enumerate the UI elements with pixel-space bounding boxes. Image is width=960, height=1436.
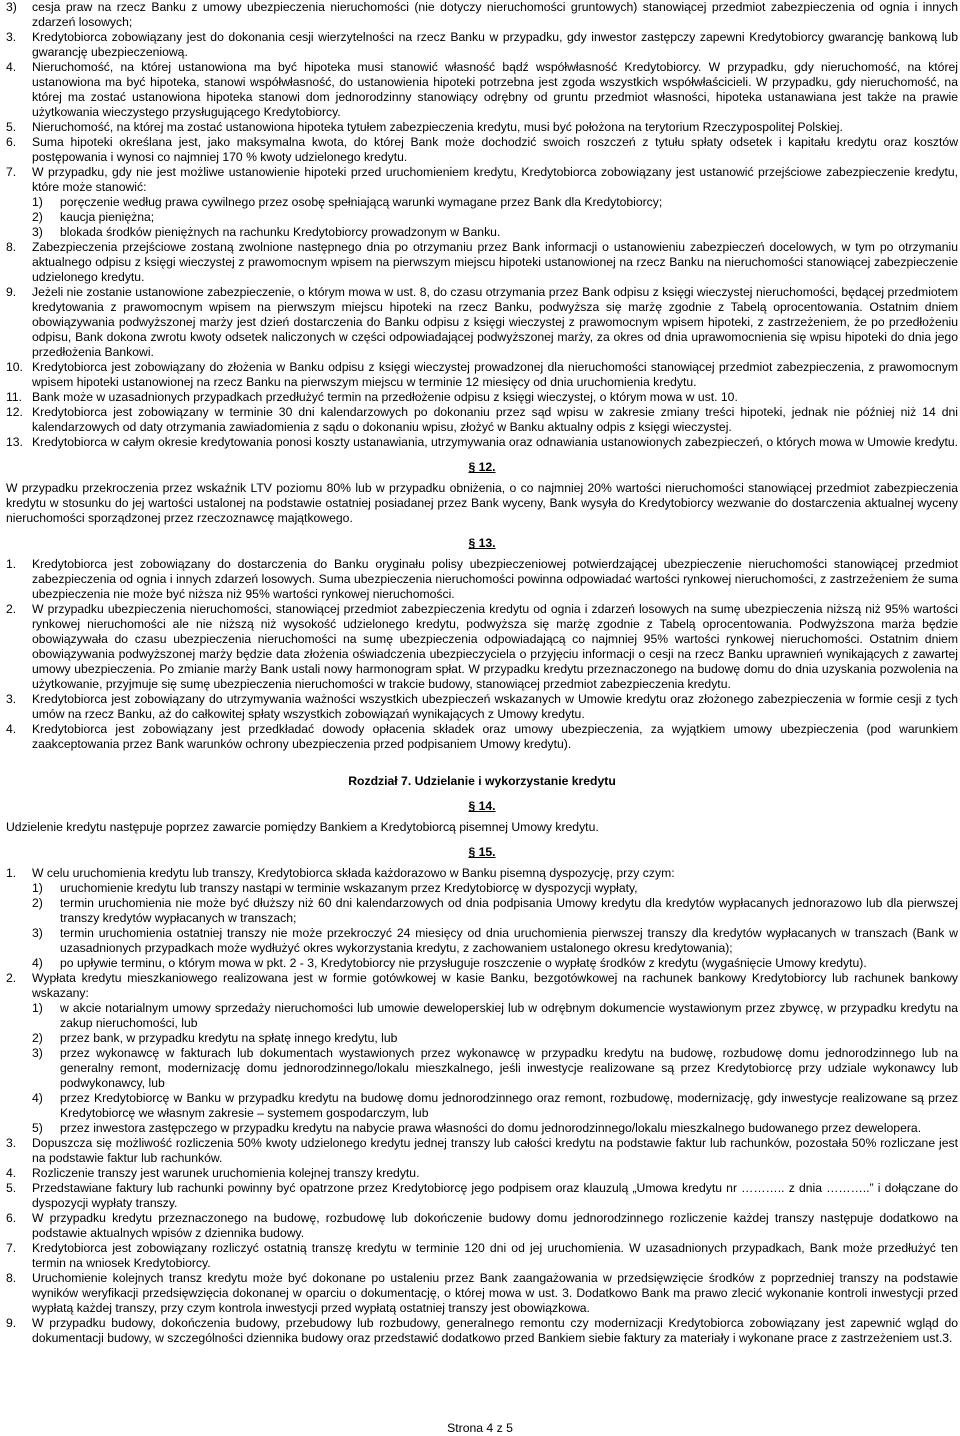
item-number: 9.: [6, 1316, 17, 1330]
list-item: [6, 602, 958, 692]
item-text: blokada środków pieniężnych na rachunku Kredytobiorcy prowadzonym w Banku.: [60, 225, 501, 239]
item-text: Kredytobiorca jest zobowiązany do dostarczenia do Banku oryginału polisy ubezpieczeniowej potwierdzającej ubezpieczenie nieruchomości stanowiącej przedmiot zabezpieczenia od ognia i innych zdarzeń losowych. Suma ubezpieczenia nieruchomości powinna odpowiadać wartości rynkowej nieruchomości, z zastrzeżeniem że suma ubezpieczenia nie może być niższa niż 95% wartości rynkowej nieruchomości.: [32, 557, 958, 601]
item-number: 11.: [6, 390, 23, 404]
list-item: [6, 120, 958, 135]
item-text: Kredytobiorca w całym okresie kredytowania ponosi koszty ustanawiania, utrzymywania oraz odnawiania ustanowionych zabezpieczeń, o których mowa w Umowie kredytu.: [32, 435, 959, 449]
item-number: 1): [32, 195, 43, 209]
sublist-item: [6, 956, 958, 971]
item-text: termin uruchomienia ostatniej transzy nie może przekroczyć 24 miesięcy od dnia uruchomienia pierwszej transzy dla kredytów wypłacanych w transzach (Bank w uzasadnionych przypadkach może wydłużyć okres wykorzystania kredytu, z zachowaniem ustalonego okresu kredytowania);: [60, 926, 958, 955]
list-item: [6, 1211, 958, 1241]
sublist-item: [6, 1031, 958, 1046]
sublist-item: [6, 210, 958, 225]
item-text: Wypłata kredytu mieszkaniowego realizowana jest w formie gotówkowej w kasie Banku, bezgotówkowej na rachunek bankowy Kredytobiorcy lub rachunek bankowy wskazany:: [32, 971, 958, 1000]
item-number: 2): [32, 1031, 43, 1045]
item-text: Rozliczenie transzy jest warunek uruchomienia kolejnej transzy kredytu.: [32, 1166, 420, 1180]
item-number: 5.: [6, 1181, 17, 1195]
section-15-items-3-9: [6, 1136, 958, 1346]
sublist-item: [6, 195, 958, 210]
item-text: Nieruchomość, na której ustanowiona ma być hipoteka musi stanowić własność bądź współwłasność Kredytobiorcy. W przypadku, gdy nieruchomość, na której ustanowiona ma być hipoteka, stanowi współwłasność, do ustanowienia hipoteki potrzebna jest zgoda wszystkich współwłaścicieli. W przypadku, gdy nieruchomość, na której ma zostać ustanowiona hipoteka stanowi dom jednorodzinny stanowiący odrębny od gruntu przedmiot własności, hipoteka ustanawiana jest także na prawie użytkowania wieczystego przysługującego Kredytobiorcy.: [32, 60, 958, 119]
sublist-item: [6, 1121, 958, 1136]
item-text: Kredytobiorca jest zobowiązany jest przedkładać dowody opłacenia składek oraz umowy ubezpieczenia, za wyjątkiem umowy ubezpieczenia (pod warunkiem zaakceptowania przez Bank warunków ochrony ubezpieczenia przed podpisaniem Umowy kredytu).: [32, 722, 958, 751]
item-text: przez bank, w przypadku kredytu na spłatę innego kredytu, lub: [60, 1031, 398, 1045]
section-14-text: Udzielenie kredytu następuje poprzez zawarcie pomiędzy Bankiem a Kredytobiorcą pisemnej Umowy kredytu.: [6, 820, 599, 834]
item-number: 12.: [6, 405, 23, 419]
list-item: [6, 1271, 958, 1316]
item-number: 3): [6, 0, 17, 14]
section-15-item-2: [6, 971, 958, 1001]
item-number: 4): [32, 1091, 43, 1105]
item-number: 10.: [6, 360, 23, 374]
section-14-heading: § 14.: [468, 799, 496, 813]
item-number: 2): [32, 896, 43, 910]
item-number: 6.: [6, 1211, 17, 1225]
item-number: 1): [32, 881, 43, 895]
item-text: Kredytobiorca jest zobowiązany do utrzymywania ważności wszystkich ubezpieczeń wskazanych w Umowie kredytu oraz złożonego zabezpieczenia w formie cesji z tych umów na rzecz Banku, aż do całkowitej spłaty wszystkich zobowiązań wynikających z Umowy kredytu.: [32, 692, 958, 721]
item-text: Jeżeli nie zostanie ustanowione zabezpieczenie, o którym mowa w ust. 8, do czasu otrzymania przez Bank odpisu z księgi wieczystej nieruchomości, będącej przedmiotem kredytowania z prawomocnym wpisem na pierwszym miejscu hipoteki na rzecz Banku, podwyższa się marżę zgodnie z Tabelą oprocentowania. Ostatnim dniem obowiązywania podwyższonej marży jest dzień dostarczenia do Banku odpisu z księgi wieczystej z prawomocnym wpisem hipoteki, z zastrzeżeniem, że po przedłożeniu odpisu, Bank dokona zwrotu kwoty odsetek naliczonych w części odpowiadającej podwyższonej marży, za okres od dnia uprawomocnienia się wpisu hipoteki do dnia jego przedłożenia Bankowi.: [32, 285, 958, 359]
list-item: [6, 285, 958, 360]
item-number: 2): [32, 210, 43, 224]
item-text: Uruchomienie kolejnych transz kredytu może być dokonane po ustaleniu przez Bank zaangażowania w przedsięwzięcie środków z poprzedniej transzy na podstawie wyników weryfikacji przedsięwzięcia dokonanej w oparciu o dokumentację, o której mowa w ust. 3. Dodatkowo Bank ma prawo zlecić wykonanie kontroli inwestycji przed wypłatą każdej transzy, przy czym kontrola inwestycji przed wypłatą ostatniej transzy jest obowiązkowa.: [32, 1271, 958, 1315]
list-item: [6, 240, 958, 285]
chapter-7-title: Rozdział 7. Udzielanie i wykorzystanie kredytu: [348, 774, 616, 788]
item-number: 8.: [6, 1271, 17, 1285]
list-item: [6, 1181, 958, 1211]
section-12-text: W przypadku przekroczenia przez wskaźnik LTV poziomu 80% lub w przypadku obniżenia, o co najmniej 20% wartości nieruchomości stanowiącej przedmiot zabezpieczenia kredytu w stosunku do jej wartości ustalonej na podstawie ostatniej posiadanej przez Bank wyceny, Bank wysyła do Kredytobiorcy wezwanie do dostarczenia aktualnej wyceny nieruchomości sporządzonej przez rzeczoznawcę majątkowego.: [6, 481, 958, 525]
item-text: kaucja pieniężna;: [60, 210, 155, 224]
item-text: przez Kredytobiorcę w Banku w przypadku kredytu na budowę domu jednorodzinnego oraz remont, rozbudowę, modernizację, gdy inwestycje realizowane są przez Kredytobiorcę we własnym zakresie – systemem gospodarczym, lub: [60, 1091, 958, 1120]
item-number: 4.: [6, 1166, 17, 1180]
list-item: [6, 60, 958, 120]
item-text: w akcie notarialnym umowy sprzedaży nieruchomości lub umowie deweloperskiej lub w odrębnym dokumencie wystawionym przez zbywcę, w przypadku kredytu na zakup nieruchomości, lub: [60, 1001, 958, 1030]
item-text: W przypadku kredytu przeznaczonego na budowę, rozbudowę lub dokończenie budowy domu jednorodzinnego rozliczenie każdej transzy następuje dodatkowo na podstawie aktualnych wpisów z dziennika budowy.: [32, 1211, 958, 1240]
section-13-heading: § 13.: [468, 536, 496, 550]
item-text: Przedstawiane faktury lub rachunki powinny być opatrzone przez Kredytobiorcę jego podpisem oraz klauzulą „Umowa kredytu nr ……….. z dnia ………..” i dołączane do dyspozycji wypłaty transzy.: [32, 1181, 958, 1210]
item-text: Dopuszcza się możliwość rozliczenia 50% kwoty udzielonego kredytu jednej transzy lub całości kredytu na podstawie faktur lub rachunków, pozostała 50% rozliczane jest na podstawie faktur lub rachunków.: [32, 1136, 958, 1165]
item-number: 13.: [6, 435, 23, 449]
item-number: 6.: [6, 135, 17, 149]
page-footer: Strona 4 z 5: [447, 1421, 513, 1435]
item-number: 5.: [6, 120, 17, 134]
sublist-item: [6, 225, 958, 240]
section-13-list: [6, 557, 958, 752]
list-item: [6, 390, 958, 405]
sublist-item: [6, 1046, 958, 1091]
item-number: 1): [32, 1001, 43, 1015]
list-item: [6, 1136, 958, 1166]
item-number: 9.: [6, 285, 17, 299]
item-text: Suma hipoteki określana jest, jako maksymalna kwota, do której Bank może dochodzić swoich roszczeń z tytułu spłaty odsetek i kapitału kredytu oraz kosztów postępowania i wynosi co najmniej 170 % kwoty udzielonego kredytu.: [32, 135, 958, 164]
item-number: 4.: [6, 722, 17, 736]
sublist-item: [6, 1091, 958, 1121]
section-15-heading: § 15.: [468, 845, 496, 859]
item-text: poręczenie według prawa cywilnego przez osobę spełniającą warunki wymagane przez Bank dla Kredytobiorcy;: [60, 195, 663, 209]
list-item: [6, 722, 958, 752]
item-number: 2.: [6, 602, 17, 616]
item-text: Nieruchomość, na której ma zostać ustanowiona hipoteka tytułem zabezpieczenia kredytu, musi być położona na terytorium Rzeczypospolitej Polskiej.: [32, 120, 843, 134]
item-text: Kredytobiorca jest zobowiązany rozliczyć ostatnią transzę kredytu w terminie 120 dni od jej uruchomienia. W uzasadnionych przypadkach, Bank może przedłużyć ten termin na wniosek Kredytobiorcy.: [32, 1241, 958, 1270]
item-text: przez wykonawcę w fakturach lub dokumentach wystawionych przez wykonawcę w przypadku kredytu na budowę, rozbudowę domu jednorodzinnego lub na generalny remont, modernizację domu jednorodzinnego/lokalu mieszkalnego, jeśli inwestycje realizowane są przez Kredytobiorcę przy udziale wykonawcy lub podwykonawcy, lub: [60, 1046, 958, 1090]
section-15-item-1-sublist: [6, 881, 958, 971]
sublist-item: [6, 881, 958, 896]
document-body: [6, 0, 958, 1346]
list-item: [6, 1166, 958, 1181]
list-item: [6, 405, 958, 435]
item-number: 8.: [6, 240, 17, 254]
item-text: Kredytobiorca jest zobowiązany w terminie 30 dni kalendarzowych po dokonaniu przez sąd wpisu w zakresie zmiany treści hipoteki, jednak nie później niż 14 dni kalendarzowych od daty otrzymania zawiadomienia z sądu o dokonaniu wpisu, złożyć w Banku aktualny odpis z księgi wieczystej.: [32, 405, 958, 434]
item-text: Kredytobiorca zobowiązany jest do dokonania cesji wierzytelności na rzecz Banku w przypadku, gdy inwestor zastępczy zapewni Kredytobiorcy gwarancję bankową lub gwarancję ubezpieczeniową.: [32, 30, 958, 59]
item-text: W celu uruchomienia kredytu lub transzy, Kredytobiorca składa każdorazowo w Banku pisemną dyspozycję, przy czym:: [32, 866, 675, 880]
list-item: [6, 557, 958, 602]
item-number: 1.: [6, 557, 17, 571]
list-item: [6, 0, 958, 30]
item-text: przez inwestora zastępczego w przypadku kredytu na nabycie prawa własności do domu jednorodzinnego/lokalu mieszkalnego budowanego przez dewelopera.: [60, 1121, 922, 1135]
items-8-13: [6, 240, 958, 450]
list-item: [6, 435, 958, 450]
list-item: [6, 135, 958, 165]
item-number: 3): [32, 926, 43, 940]
item-number: 7.: [6, 1241, 17, 1255]
item-number: 2.: [6, 971, 17, 985]
item-number: 1.: [6, 866, 17, 880]
section-11-continuation: [6, 0, 958, 195]
list-item: [6, 1316, 958, 1346]
item-text: W przypadku budowy, dokończenia budowy, przebudowy lub rozbudowy, generalnego remontu czy modernizacji Kredytobiorca zobowiązany jest zapewnić wgląd do dokumentacji budowy, w szczególności dziennika budowy oraz przedstawić dodatkowo przed Bankiem siebie faktury za materiały i wykonane prace z zastrzeżeniem ust.3.: [32, 1316, 958, 1345]
item-number: 3.: [6, 30, 17, 44]
item-number: 3.: [6, 1136, 17, 1150]
list-item: [6, 30, 958, 60]
item-text: W przypadku, gdy nie jest możliwe ustanowienie hipoteki przed uruchomieniem kredytu, Kredytobiorca zobowiązany jest ustanowić przejściowe zabezpieczenie kredytu, które może stanowić:: [32, 165, 958, 194]
item-7-sublist: [6, 195, 958, 240]
item-text: termin uruchomienia nie może być dłuższy niż 60 dni kalendarzowych od dnia podpisania Umowy kredytu dla kredytów wypłacanych jednorazowo lub dla pierwszej transzy kredytów wypłacanych w transzach;: [60, 896, 958, 925]
item-text: W przypadku ubezpieczenia nieruchomości, stanowiącej przedmiot zabezpieczenia kredytu od ognia i zdarzeń losowych na sumę ubezpieczenia niższą niż 95% wartości rynkowej nieruchomości ale nie niższą niż wysokość udzielonego kredytu, podwyższa się marżę zgodnie z Tabelą oprocentowania. Podwyższona marża będzie obowiązywała do czasu ubezpieczenia nieruchomości na sumę ubezpieczenia odpowiadającą co najmniej 95% wartości rynkowej nieruchomości. Ostatnim dniem obowiązywania podwyższonej marży będzie data złożenia oświadczenia ubezpieczyciela o przyjęciu informacji o cesji na rzecz Banku uprawnień wynikających z zawartej umowy ubezpieczenia. Po zmianie marży Bank ustali nowy harmonogram spłat. W przypadku kredytu przeznaczonego na budowę domu do dnia uzyskania pozwolenia na użytkowanie, przyjmuje się sumę ubezpieczenia nieruchomości w trakcie budowy, stanowiącej przedmiot zabezpieczenia kredytu.: [32, 602, 958, 691]
item-number: 4.: [6, 60, 17, 74]
item-text: po upływie terminu, o którym mowa w pkt. 2 - 3, Kredytobiorcy nie przysługuje roszczenie o wypłatę środków z kredytu (wygaśnięcie Umowy kredytu).: [60, 956, 867, 970]
list-item: [6, 360, 958, 390]
item-text: cesja praw na rzecz Banku z umowy ubezpieczenia nieruchomości (nie dotyczy nieruchomości gruntowych) stanowiącej przedmiot zabezpieczenia od ognia i innych zdarzeń losowych;: [32, 0, 958, 29]
sublist-item: [6, 926, 958, 956]
item-number: 3): [32, 225, 43, 239]
item-text: Kredytobiorca jest zobowiązany do złożenia w Banku odpisu z księgi wieczystej prowadzonej dla nieruchomości stanowiącej przedmiot zabezpieczenia, z prawomocnym wpisem hipoteki ustanowionej na rzecz Banku na pierwszym miejscu w terminie 12 miesięcy od dnia uruchomienia kredytu.: [32, 360, 958, 389]
item-number: 7.: [6, 165, 17, 179]
section-15-item-2-sublist: [6, 1001, 958, 1136]
item-number: 3): [32, 1046, 43, 1060]
item-number: 5): [32, 1121, 43, 1135]
sublist-item: [6, 896, 958, 926]
item-text: Bank może w uzasadnionych przypadkach przedłużyć termin na przedłożenie odpisu z księgi wieczystej, o którym mowa w ust. 10.: [32, 390, 738, 404]
item-text: Zabezpieczenia przejściowe zostaną zwolnione następnego dnia po otrzymaniu przez Bank informacji o ustanowieniu zabezpieczeń docelowych, w tym po otrzymaniu aktualnego odpisu z księgi wieczystej z prawomocnym wpisem na pierwszym miejscu hipoteki ustanowionej na rzecz Banku na nieruchomości stanowiącej zabezpieczenie udzielonego kredytu.: [32, 240, 958, 284]
item-number: 3.: [6, 692, 17, 706]
item-number: 4): [32, 956, 43, 970]
section-15-item-1: [6, 866, 958, 881]
section-12-heading: § 12.: [468, 460, 496, 474]
list-item: [6, 165, 958, 195]
list-item: [6, 1241, 958, 1271]
list-item: [6, 692, 958, 722]
item-text: uruchomienie kredytu lub transzy nastąpi w terminie wskazanym przez Kredytobiorcę w dyspozycji wypłaty,: [60, 881, 638, 895]
sublist-item: [6, 1001, 958, 1031]
